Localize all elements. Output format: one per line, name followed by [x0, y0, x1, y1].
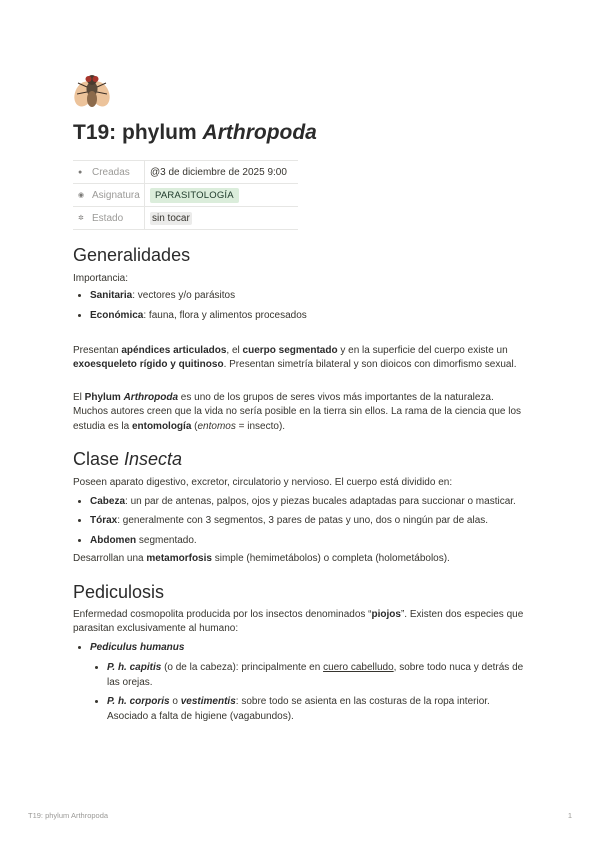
page-title: T19: phylum Arthropoda [73, 121, 317, 144]
fly-icon [73, 70, 111, 110]
property-value-creadas[interactable]: @3 de diciembre de 2025 9:00 [150, 166, 287, 178]
page-number: 1 [567, 811, 572, 820]
insecta-intro: Poseen aparato digestivo, excretor, circulatorio y nervioso. El cuerpo está dividido en: [73, 477, 453, 488]
status-badge[interactable]: sin tocar [152, 212, 190, 224]
property-row-estado: ✲ Estado sin tocar [73, 207, 298, 230]
list-item: • Tórax: generalmente con 3 segmentos, 3 pares de patas y uno, dos o ningún par de alas. [90, 514, 528, 529]
list-item: • Pediculus humanus • P. h. capitis (o de la cabeza): principalmente en cuero cabelludo, sobre todo nuca y detrás de las orejas. • P. h. corporis o vestimentis: sobre todo se asienta en las costuras de la ropa interior. Asociado a falta de higiene (vagabundos). [90, 641, 528, 725]
clock-icon: ● [78, 168, 83, 176]
importancia-label: Importancia: [73, 273, 129, 284]
page-footer [28, 811, 572, 820]
paragraph-phylum: El Phylum Arthropoda es uno de los grupos de seres vivos más importantes de la naturaleza. Muchos autores creen que la vida no sería posible en la tierra sin ellos. La rama de la ciencia que los estudia es la entomología (entomos = insecto). [73, 391, 522, 432]
list-item: • Cabeza: un par de antenas, palpos, ojos y piezas bucales adaptadas para succionar o masticar. [90, 495, 528, 510]
heading-generalidades: Generalidades [73, 245, 191, 265]
subject-tag[interactable]: PARASITOLOGÍA [150, 188, 239, 203]
insecta-list [73, 495, 528, 549]
footer-title: T19: phylum Arthropoda [28, 811, 109, 820]
list-item: • Económica: fauna, flora y alimentos procesados [90, 309, 528, 324]
pediculosis-intro: Enfermedad cosmopolita producida por los insectos denominados “piojos”. Existen dos especies que parasitan exclusivamente al humano: [73, 608, 524, 634]
list-item: • P. h. corporis o vestimentis: sobre todo se asienta en las costuras de la ropa interior. Asociado a falta de higiene (vagabundos). [107, 695, 528, 724]
list-item: • P. h. capitis (o de la cabeza): principalmente en cuero cabelludo, sobre todo nuca y detrás de las orejas. [107, 661, 528, 690]
insecta-outro: Desarrollan una metamorfosis simple (hemimetábolos) o completa (holometábolos). [73, 553, 450, 564]
heading-insecta: Clase Insecta [73, 449, 183, 469]
property-row-creadas: ● Creadas @3 de diciembre de 2025 9:00 [73, 161, 298, 184]
target-icon: ◉ [78, 192, 85, 199]
loader-icon: ✲ [78, 215, 84, 222]
list-item: • Sanitaria: vectores y/o parásitos [90, 289, 528, 304]
paragraph-apendices: Presentan apéndices articulados, el cuerpo segmentado y en la superficie del cuerpo existe un exoesqueleto rígido y quitinoso. Presentan simetría bilateral y son dioicos con dimorfismo sexual. [73, 344, 517, 370]
property-row-asignatura: ◉ Asignatura PARASITOLOGÍA [73, 184, 298, 207]
list-item: • Abdomen segmentado. [90, 534, 528, 549]
pediculosis-list [73, 641, 528, 725]
properties-table [73, 160, 298, 230]
importancia-list [73, 289, 528, 324]
heading-pediculosis: Pediculosis [73, 581, 165, 602]
subspecies-list [90, 661, 528, 724]
page-content [73, 70, 528, 724]
